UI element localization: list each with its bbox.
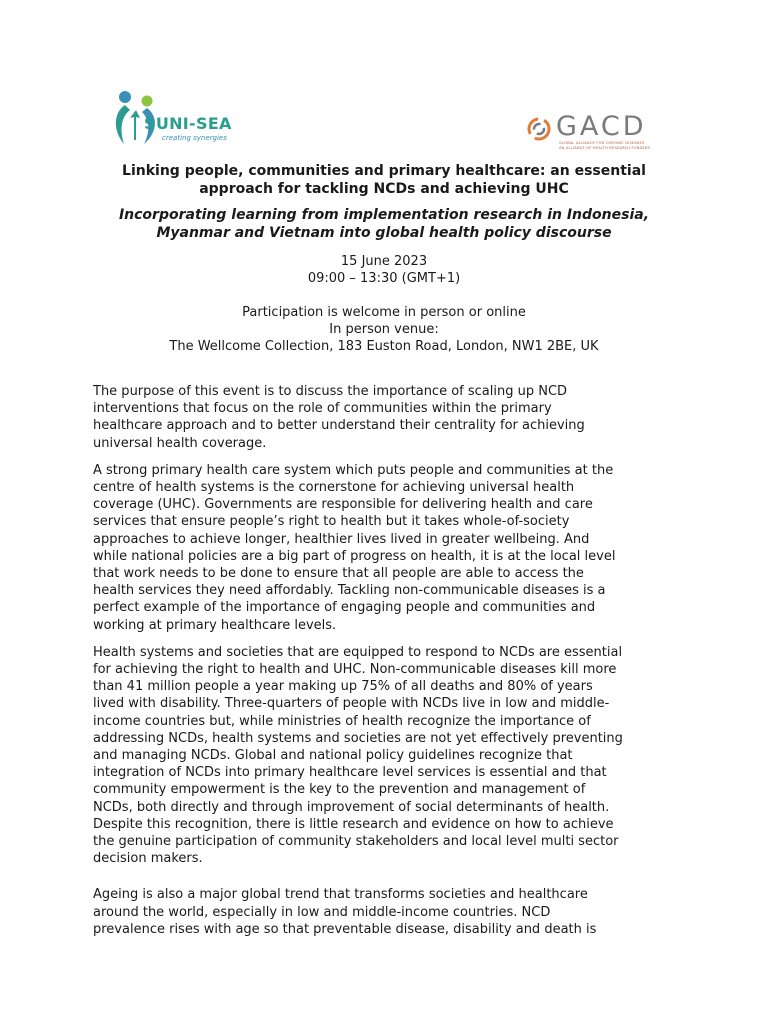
title-line-1: Linking people, communities and primary healthcare: an essential [122,163,646,179]
event-time: 09:00 – 13:30 (GMT+1) [307,271,461,286]
subtitle-line-1: Incorporating learning from implementation research in Indonesia, [118,207,650,223]
document-title [90,162,678,198]
paragraph-purpose: The purpose of this event is to discuss the importance of scaling up NCD interventions that focus on the role of communities within the primary healthcare approach and to better understand their centrality for achieving universal health coverage. [93,384,585,451]
participation-note: Participation is welcome in person or online [242,305,526,320]
body-text [93,383,683,948]
title-line-2: approach for tackling NCDs and achieving UHC [199,181,569,197]
gacd-subtitle-line1: GLOBAL ALLIANCE FOR CHRONIC DISEASES [559,141,645,145]
paragraph-health-systems: Health systems and societies that are equipped to respond to NCDs are essential for achieving the right to health and UHC. Non-communicable diseases kill more than 41 million people a year making up 75% of all deaths and 80% of years lived with disability. Three-quarters of people with NCDs live in low and middle- income countries but, while ministries of health recognize the importance of addressing NCDs, health systems and societies are not yet effectively preventing and managing NCDs. Global and national policy guidelines recognize that integration of NCDs into primary healthcare level services is essential and that community empowerment is the key to the prevention and management of NCDs, both directly and through improvement of social determinants of health. Despite this recognition, there is little research and evidence on how to achieve the genuine participation of community stakeholders and local level multi sector decision makers. [93,644,623,867]
suni-sea-tagline: creating synergies [162,134,227,142]
event-venue-block [90,304,678,355]
event-datetime [90,253,678,287]
paragraph-ageing: Ageing is also a major global trend that transforms societies and healthcare around the world, especially in low and middle-income countries. NCD prevalence rises with age so that preventable disease, disability and death is [93,887,597,937]
suni-sea-logo [110,88,240,150]
subtitle-line-2: Myanmar and Vietnam into global health policy discourse [156,225,612,241]
gacd-swirl-icon [526,116,552,142]
gacd-subtitle [559,141,669,151]
event-date: 15 June 2023 [340,254,428,269]
gacd-wordmark: GACD [556,111,647,142]
logo-bar [0,0,768,160]
venue-label: In person venue: [329,322,439,337]
gacd-logo [526,112,666,154]
paragraph-primary-health-care: A strong primary health care system which puts people and communities at the centre of health systems is the cornerstone for achieving universal health coverage (UHC). Governments are responsible for delivering health and care services that ensure people’s right to health but it takes whole-of-society approaches to achieve longer, healthier lives lived in greater wellbeing. And while national policies are a big part of progress on health, it is at the local level that work needs to be done to ensure that all people are able to access the health services they need affordably. Tackling non-communicable diseases is a perfect example of the importance of engaging people and communities and working at primary healthcare levels. [93,462,616,633]
document-subtitle [90,206,678,242]
venue-address: The Wellcome Collection, 183 Euston Road, London, NW1 2BE, UK [169,339,599,354]
suni-sea-wordmark: SUNI-SEA [144,114,232,133]
gacd-subtitle-line2: AN ALLIANCE OF HEALTH RESEARCH FUNDERS [559,146,651,150]
